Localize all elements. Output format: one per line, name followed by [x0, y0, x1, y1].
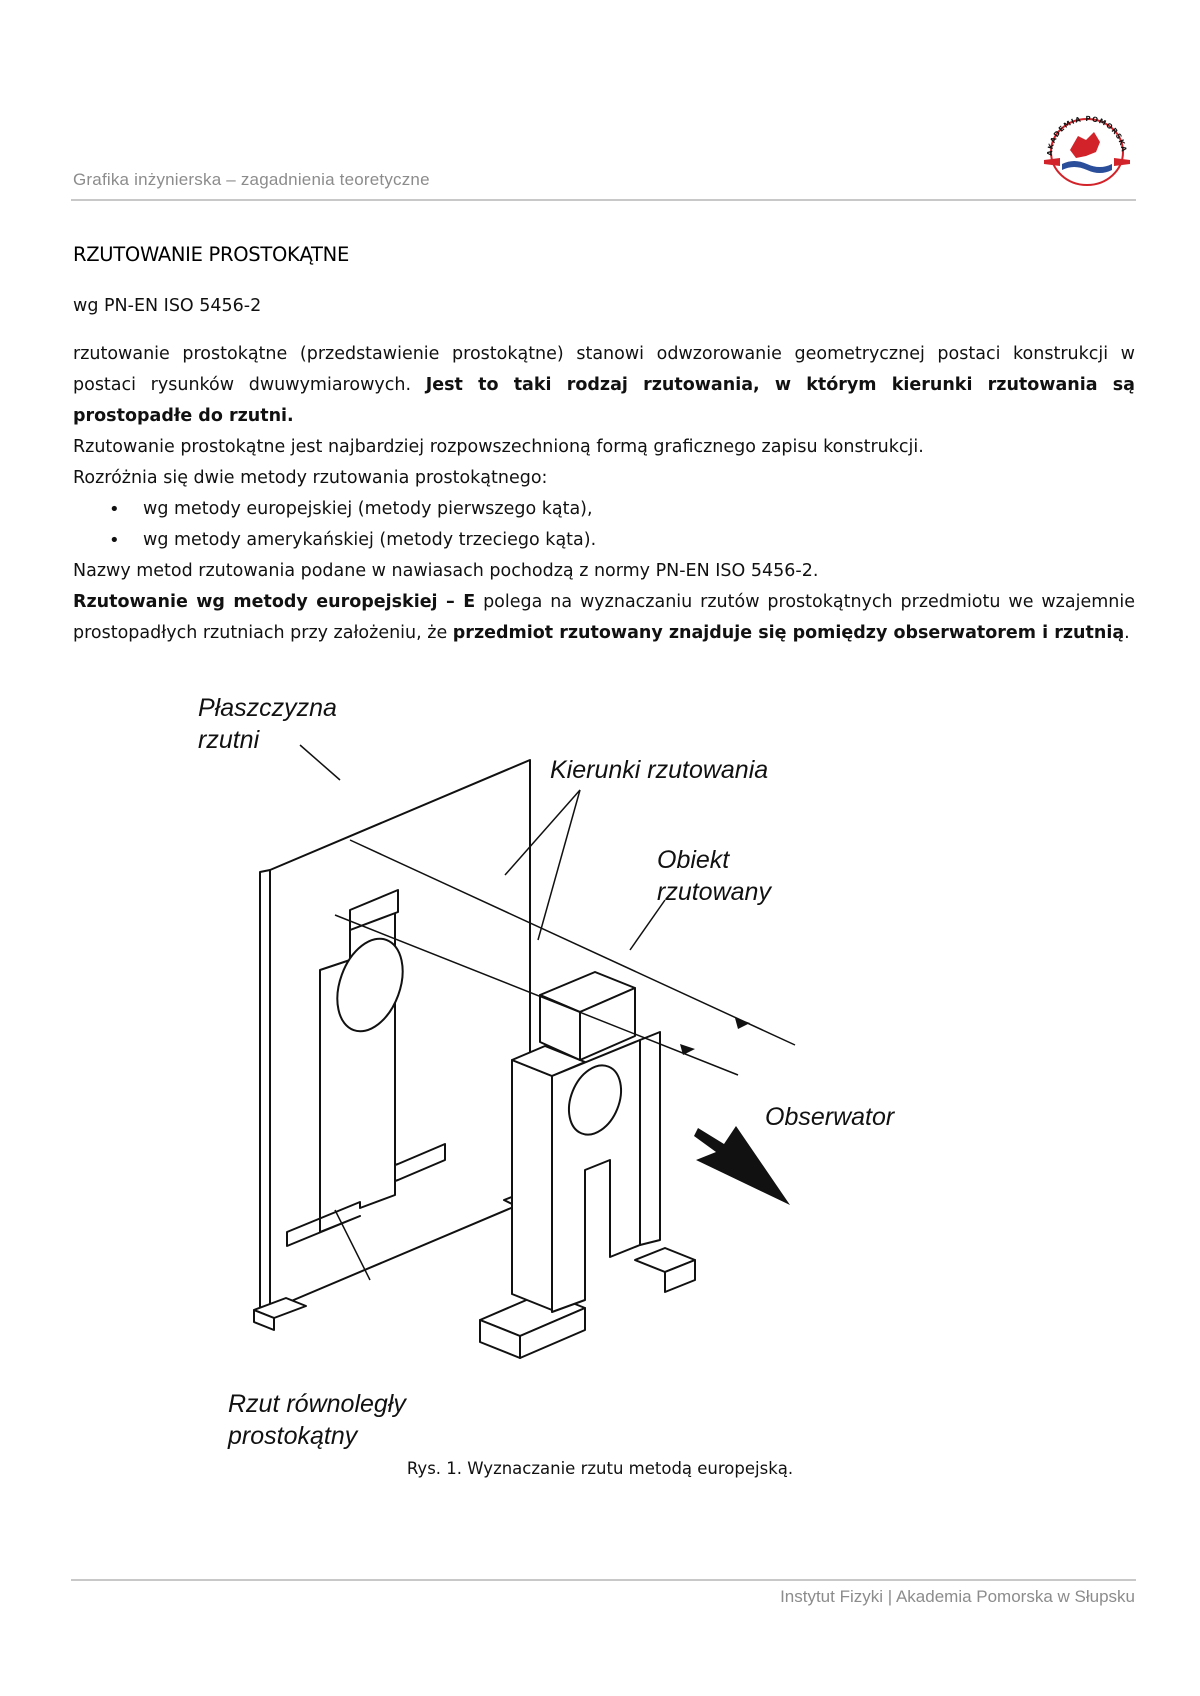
observer-arrow	[694, 1126, 790, 1205]
definition-text: rzutowanie prostokątne (przedstawienie prostokątne) stanowi odwzorowanie geometrycznej postaci konstrukcji w postaci rysunków dwuwymiarowych.	[73, 344, 1135, 395]
footer-divider	[71, 1579, 1136, 1581]
label-projection-line2: prostokątny	[228, 1422, 358, 1450]
object-column-front	[512, 1060, 552, 1310]
label-directions: Kierunki rzutowania	[550, 756, 769, 784]
footer-text: Instytut Fizyki | Akademia Pomorska w Słupsku	[780, 1587, 1135, 1606]
european-method-bold-text: przedmiot rzutowany znajduje się pomiędzy obserwatorem i rzutnią	[452, 623, 1125, 643]
definition-bold-text: Jest to taki rodzaj rzutowania, w którym kierunki rzutowania są prostopadłe do rzutni.	[73, 375, 1135, 426]
figure-caption: Rys. 1. Wyznaczanie rzutu metodą europejską.	[406, 1459, 794, 1478]
section-heading: RZUTOWANIE PROSTOKĄTNE	[73, 243, 349, 266]
european-method-paragraph	[73, 587, 1135, 649]
popularity-line: Rzutowanie prostokątne jest najbardziej rozpowszechnioną formą graficznego zapisu konstrukcji.	[73, 437, 924, 457]
svg-text:AKADEMIA POMORSKA: AKADEMIA POMORSKA	[1045, 114, 1128, 157]
academy-logo	[1040, 108, 1134, 188]
method-names-note: Nazwy metod rzutowania podane w nawiasach pochodzą z normy PN-EN ISO 5456-2.	[73, 561, 819, 581]
header-divider	[71, 199, 1136, 201]
header-title: Grafika inżynierska – zagadnienia teoretyczne	[73, 170, 430, 189]
main-content	[73, 243, 1135, 649]
definition-paragraph	[73, 339, 1135, 432]
methods-list	[73, 494, 1135, 556]
label-observer: Obserwator	[765, 1103, 895, 1131]
leader-directions-b	[538, 790, 580, 940]
european-method-text: polega na wyznaczaniu rzutów prostokątnych przedmiotu we wzajemnie prostopadłych rzutniach przy założeniu, że	[73, 592, 1135, 643]
ray-arrowhead-upper	[735, 1018, 750, 1029]
list-item: • wg metody europejskiej (metody pierwszego kąta),	[73, 494, 1135, 525]
standard-reference: wg PN-EN ISO 5456-2	[73, 296, 262, 316]
european-method-end: .	[1124, 623, 1130, 643]
object-right-leg	[640, 1032, 660, 1245]
leader-plane	[300, 745, 340, 780]
label-object-line2: rzutowany	[657, 878, 771, 906]
leader-object	[630, 900, 665, 950]
projection-figure	[198, 694, 1030, 1460]
label-object-line1: Obiekt	[657, 846, 730, 874]
european-method-term: Rzutowanie wg metody europejskiej – E	[73, 592, 476, 612]
projection-plane-edge	[260, 870, 270, 1312]
list-item: • wg metody amerykańskiej (metody trzeciego kąta).	[73, 525, 1135, 556]
label-projection-line1: Rzut równoległy	[228, 1390, 406, 1418]
methods-intro-line: Rozróżnia się dwie metody rzutowania prostokątnego:	[73, 468, 548, 488]
label-plane-line1: Płaszczyzna	[198, 694, 337, 722]
label-plane-line2: rzutni	[198, 726, 260, 754]
